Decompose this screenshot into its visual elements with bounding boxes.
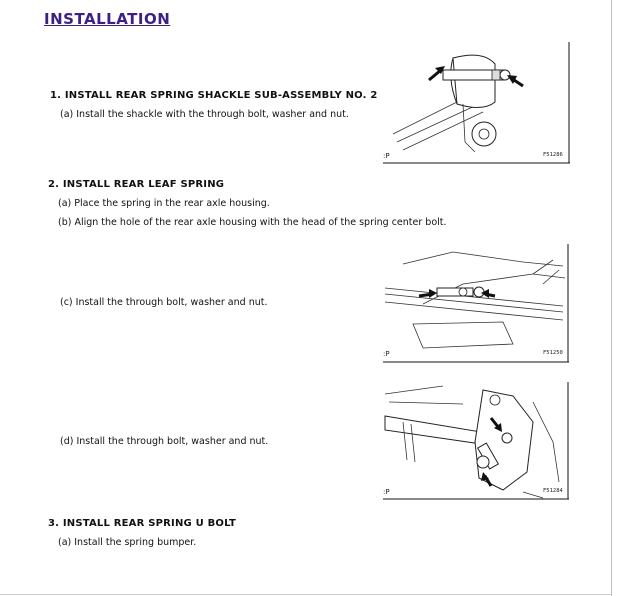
figure-3-mark: :P <box>383 488 390 496</box>
figure-3-code: F51284 <box>543 488 563 494</box>
figure-1-code: F51286 <box>543 152 563 158</box>
step-2b-text: (b) Align the hole of the rear axle housing with the head of the spring center bolt. <box>58 217 447 228</box>
step-1a-text: (a) Install the shackle with the through bolt, washer and nut. <box>60 109 349 120</box>
step-3-heading: 3. INSTALL REAR SPRING U BOLT <box>48 518 237 529</box>
step-2d-text: (d) Install the through bolt, washer and nut. <box>60 436 269 447</box>
step-3a-text: (a) Install the spring bumper. <box>58 537 197 548</box>
page-right-border <box>611 0 612 596</box>
figure-axle-bolt <box>383 382 571 500</box>
step-1-heading: 1. INSTALL REAR SPRING SHACKLE SUB-ASSEMBLY NO. 2 <box>50 90 378 101</box>
page-title: INSTALLATION <box>44 10 171 28</box>
figure-2-mark: :P <box>383 350 390 358</box>
page-bottom-border <box>0 594 612 595</box>
step-2-heading: 2. INSTALL REAR LEAF SPRING <box>48 179 225 190</box>
figure-1-mark: :P <box>383 152 390 160</box>
step-2c-text: (c) Install the through bolt, washer and nut. <box>60 297 268 308</box>
figure-2-code: F51250 <box>543 350 563 356</box>
figure-shackle <box>383 42 571 164</box>
step-2a-text: (a) Place the spring in the rear axle housing. <box>58 198 270 209</box>
figure-leaf-spring <box>383 244 571 363</box>
